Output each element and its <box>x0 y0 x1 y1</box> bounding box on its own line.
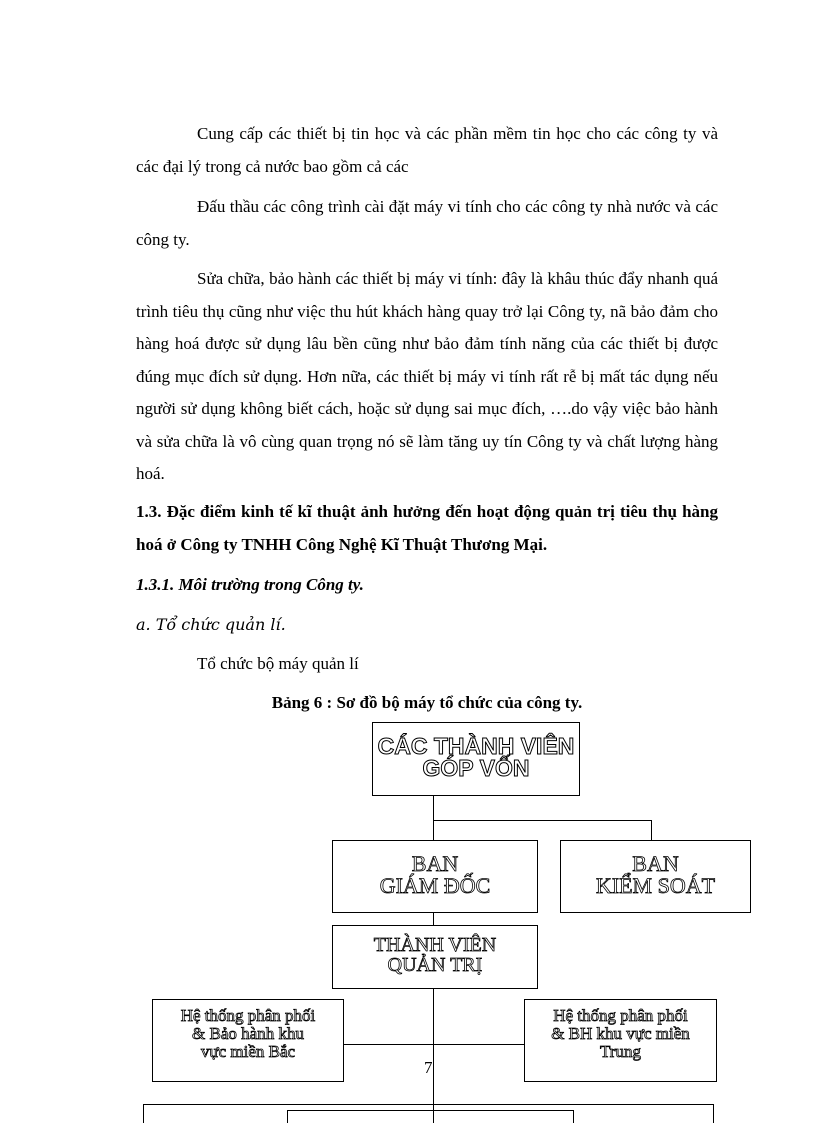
org-box-label: CÁC THÀNH VIÊN GÓP VỐN <box>377 733 575 781</box>
org-box-managing-member <box>332 925 538 989</box>
connector-line <box>573 1110 574 1123</box>
paragraph-repair: Sửa chữa, bảo hành các thiết bị máy vi tính: đây là khâu thúc đẩy nhanh quá trình tiêu thụ cũng như việc thu hút khách hàng quay trở lại Công ty, nã bảo đảm cho hàng hoá được sử dụng lâu bền cũng như bảo đảm tính năng của các thiết bị được đúng mục đích sử dụng. Hơn nữa, các thiết bị máy vi tính rất rễ bị mất tác dụng nếu người sử dụng không biết cách, hoặc sử dụng sai mục đích, ….do vậy việc bảo hành và sửa chữa là vô cùng quan trọng nó sẽ làm tăng uy tín Công ty và chất lượng hàng hoá. <box>136 269 718 483</box>
connector-line <box>433 988 434 1123</box>
paragraph-supply: Cung cấp các thiết bị tin học và các phần mềm tin học cho các công ty và các đại lý trong cả nước bao gồm cả các <box>136 124 718 176</box>
org-box-directors <box>332 840 538 913</box>
org-box-label: THÀNH VIÊN QUẢN TRỊ <box>373 934 497 976</box>
paragraph-bidding: Đấu thầu các công trình cài đặt máy vi tính cho các công ty nhà nước và các công ty. <box>136 197 718 249</box>
connector-line <box>344 1044 524 1045</box>
connector-line <box>651 820 652 841</box>
connector-line <box>433 795 434 840</box>
org-box-north <box>152 999 344 1082</box>
org-box-label: BAN KIỂM SOÁT <box>595 851 716 898</box>
org-box-label: Hệ thống phân phối & Bảo hành khu vực miền Bắc <box>180 1006 316 1061</box>
org-box-label: Hệ thống phân phối & BH khu vực miền Trung <box>551 1006 690 1061</box>
page-number: 7 <box>424 1058 433 1077</box>
org-box-central <box>524 999 717 1082</box>
connector-line <box>287 1110 573 1111</box>
connector-line <box>143 1104 144 1123</box>
connector-line <box>287 1110 288 1123</box>
chart-caption: Bảng 6 : Sơ đồ bộ máy tổ chức của công ty. <box>271 693 583 712</box>
subheading-a: a. Tổ chức quản lí. <box>136 615 286 634</box>
intro-line: Tổ chức bộ máy quản lí <box>197 654 359 673</box>
connector-line <box>143 1104 714 1105</box>
connector-line <box>433 820 652 821</box>
connector-line <box>713 1104 714 1123</box>
org-box-supervisory <box>560 840 751 913</box>
heading-1-3: 1.3. Đặc điểm kinh tế kĩ thuật ảnh hưởng đến hoạt động quản trị tiêu thụ hàng hoá ở Công ty TNHH Công Nghệ Kĩ Thuật Thương Mại. <box>136 502 718 554</box>
connector-line <box>433 912 434 925</box>
heading-1-3-1: 1.3.1. Môi trường trong Công ty. <box>136 575 364 594</box>
org-box-members <box>372 722 580 796</box>
org-box-label: BAN GIÁM ĐỐC <box>379 851 491 898</box>
